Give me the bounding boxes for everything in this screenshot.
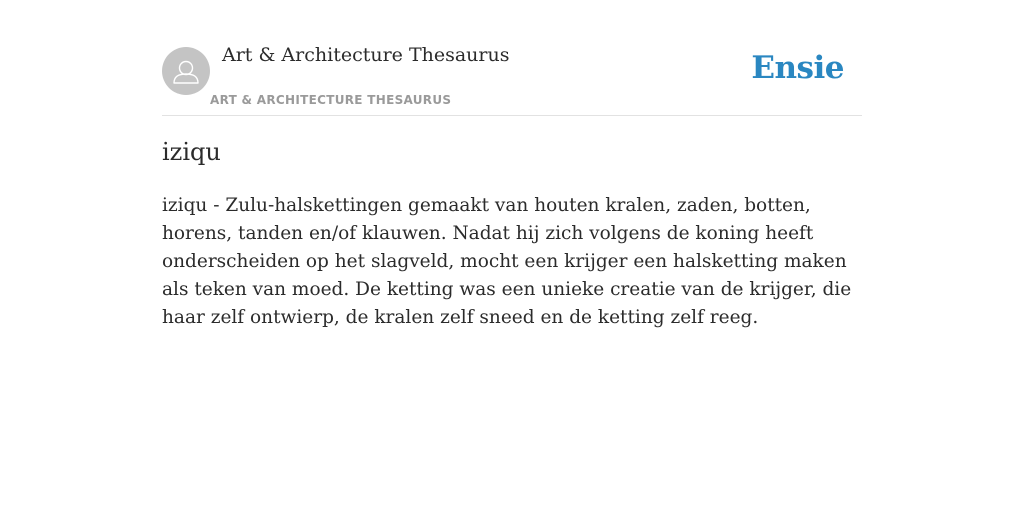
avatar[interactable] (162, 47, 210, 95)
term-title: iziqu (162, 138, 221, 166)
author-name[interactable]: Art & Architecture Thesaurus (222, 44, 510, 66)
source-label[interactable]: ART & ARCHITECTURE THESAURUS (210, 93, 452, 107)
brand-logo[interactable]: Ensie (751, 50, 844, 86)
header (162, 0, 862, 116)
user-silhouette-icon (162, 47, 210, 95)
definition-text: iziqu - Zulu-halskettingen gemaakt van houten kralen, zaden, botten, horens, tanden en/of klauwen. Nadat hij zich volgens de koning heeft onderscheiden op het slagveld, mocht een krijger een halsketting maken als teken van moed. De ketting was een unieke creatie van de krijger, die haar zelf ontwierp, de kralen zelf sneed en de ketting zelf reeg. (162, 195, 852, 328)
